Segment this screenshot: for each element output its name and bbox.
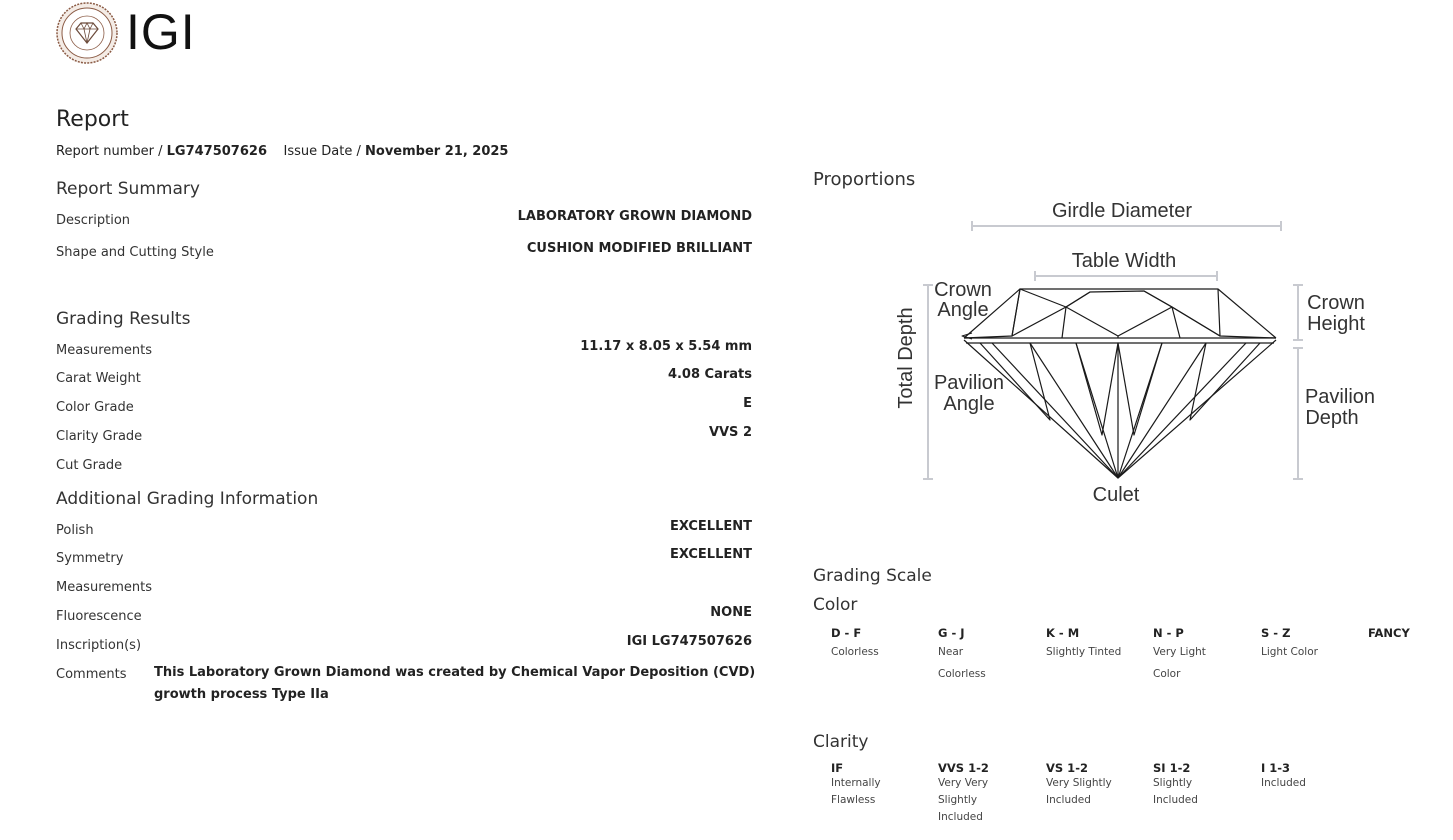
- color-scale-col: [938, 626, 986, 683]
- clarity-grade-si: SI 1-2: [1153, 761, 1191, 775]
- crown-angle-label-2: Angle: [937, 299, 989, 321]
- color-desc: Colorless: [938, 668, 986, 680]
- additional-measurements-label: Measurements: [56, 580, 153, 595]
- pavilion-angle-label-2: Angle: [943, 393, 995, 415]
- report-summary-title: Report Summary: [56, 179, 200, 199]
- description-value: LABORATORY GROWN DIAMOND: [517, 209, 752, 224]
- measurements-label: Measurements: [56, 343, 153, 358]
- grading-scale-title: Grading Scale: [813, 566, 932, 586]
- clarity-scale-title: Clarity: [813, 732, 869, 752]
- color-grade-s-z: S - Z: [1261, 626, 1291, 640]
- clarity-desc: Internally: [831, 777, 881, 789]
- crown-angle-label-1: Crown: [934, 279, 992, 301]
- color-desc: Color: [1153, 668, 1181, 680]
- symmetry-value: EXCELLENT: [669, 547, 752, 562]
- igi-brand-logo: IGI: [126, 4, 196, 60]
- polish-value: EXCELLENT: [669, 519, 752, 534]
- pavilion-depth-label-2: Depth: [1305, 407, 1359, 429]
- fluorescence-value: NONE: [710, 605, 752, 620]
- clarity-scale-col: [1153, 761, 1198, 809]
- pavilion-depth-label-1: Pavilion: [1304, 386, 1376, 408]
- issue-date-label: Issue Date /: [283, 144, 361, 159]
- carat-weight-value: 4.08 Carats: [667, 367, 752, 382]
- girdle-diameter-label: Girdle Diameter: [1051, 200, 1193, 222]
- page-title: Report: [56, 107, 129, 132]
- color-scale-col: [831, 626, 879, 661]
- color-desc: Very Light: [1153, 646, 1206, 658]
- clarity-scale-col: [831, 761, 881, 809]
- proportions-title: Proportions: [813, 169, 916, 190]
- description-label: Description: [56, 213, 131, 228]
- color-scale-col: [1046, 626, 1121, 661]
- clarity-desc: Slightly: [1153, 777, 1193, 789]
- total-depth-label: Total Depth: [895, 307, 917, 409]
- shape-value: CUSHION MODIFIED BRILLIANT: [526, 241, 752, 256]
- color-desc: Colorless: [831, 646, 879, 658]
- crown-height-label-1: Crown: [1307, 292, 1365, 314]
- polish-label: Polish: [56, 523, 94, 538]
- color-grade-k-m: K - M: [1046, 626, 1080, 640]
- clarity-desc: Slightly: [938, 794, 978, 806]
- color-desc: Near: [938, 646, 964, 658]
- clarity-desc: Included: [1261, 777, 1306, 789]
- additional-info-title: Additional Grading Information: [56, 489, 319, 509]
- color-scale-title: Color: [813, 595, 858, 615]
- clarity-grade-vvs: VVS 1-2: [938, 761, 989, 775]
- cut-grade-label: Cut Grade: [56, 458, 123, 473]
- color-scale-col: [1153, 626, 1206, 683]
- comments-label: Comments: [56, 667, 127, 682]
- clarity-scale-col: [938, 761, 989, 826]
- color-grade-label: Color Grade: [56, 400, 134, 415]
- culet-label: Culet: [1092, 484, 1140, 506]
- inscription-value: IGI LG747507626: [626, 634, 752, 649]
- report-meta: [56, 144, 508, 159]
- clarity-desc: Included: [1153, 794, 1198, 806]
- clarity-desc: Very Very: [938, 777, 989, 789]
- inscription-label: Inscription(s): [56, 638, 142, 653]
- clarity-grade-vs: VS 1-2: [1046, 761, 1088, 775]
- clarity-desc: Flawless: [831, 794, 876, 806]
- report-number: LG747507626: [166, 144, 267, 159]
- clarity-scale-col: [1261, 761, 1306, 792]
- table-width-label: Table Width: [1071, 250, 1177, 272]
- color-scale-col: [1261, 626, 1318, 661]
- color-grade-value: E: [743, 396, 752, 411]
- grading-results-title: Grading Results: [56, 309, 191, 329]
- pavilion-angle-label-1: Pavilion: [933, 372, 1005, 394]
- clarity-desc: Very Slightly: [1046, 777, 1112, 789]
- fluorescence-label: Fluorescence: [56, 609, 142, 624]
- clarity-grade-value: VVS 2: [708, 425, 752, 440]
- shape-label: Shape and Cutting Style: [56, 245, 214, 260]
- clarity-grade-if: IF: [831, 761, 844, 775]
- comments-text: This Laboratory Grown Diamond was created by Chemical Vapor Deposition (CVD) growth process Type IIa: [154, 665, 756, 702]
- color-grade-fancy: FANCY: [1368, 626, 1410, 640]
- carat-weight-label: Carat Weight: [56, 371, 141, 386]
- issue-date: November 21, 2025: [365, 144, 509, 159]
- clarity-grade-i: I 1-3: [1261, 761, 1291, 775]
- color-desc: Slightly Tinted: [1046, 646, 1122, 658]
- clarity-desc: Included: [938, 811, 983, 823]
- measurements-value: 11.17 x 8.05 x 5.54 mm: [580, 339, 752, 354]
- color-desc: Light Color: [1261, 646, 1318, 658]
- clarity-grade-label: Clarity Grade: [56, 429, 143, 444]
- crown-height-label-2: Height: [1307, 313, 1365, 335]
- clarity-scale-col: [1046, 761, 1112, 809]
- igi-seal-logo: [56, 2, 118, 64]
- clarity-desc: Included: [1046, 794, 1091, 806]
- color-grade-g-j: G - J: [938, 626, 965, 640]
- symmetry-label: Symmetry: [56, 551, 124, 566]
- report-number-label: Report number /: [56, 144, 163, 159]
- color-scale-col: [1368, 626, 1410, 640]
- color-grade-d-f: D - F: [831, 626, 862, 640]
- color-grade-n-p: N - P: [1153, 626, 1184, 640]
- proportions-diagram: [880, 190, 1380, 520]
